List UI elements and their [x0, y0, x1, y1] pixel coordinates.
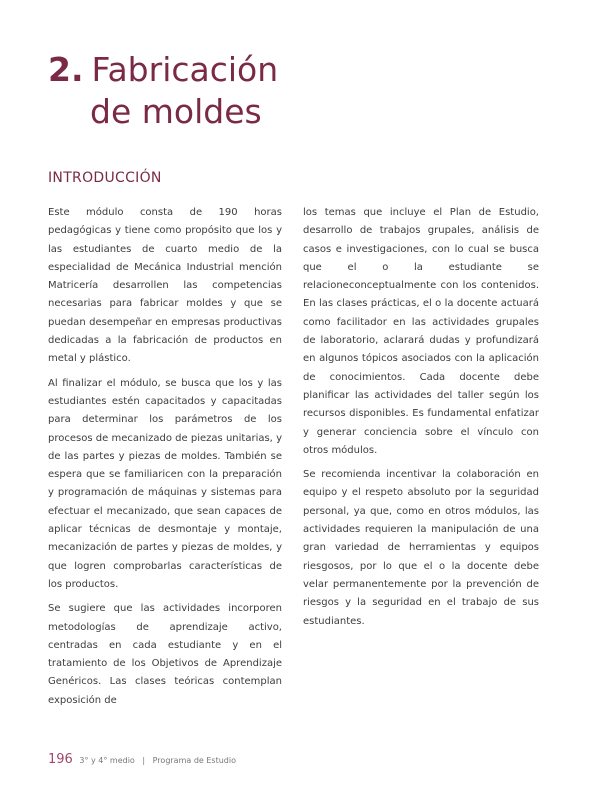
paragraph: los temas que incluye el Plan de Estudio, desarrollo de trabajos grupales, análisis de casos e investigaciones, con lo cual se busca que el o la estudiante se relacioneconceptualmente con los contenidos. En las clases prácticas, el o la docente actuará como facilitador en las actividades grupales de laboratorio, aclarará dudas y profundizará en algunos tópicos asociados con la aplicación de conocimientos. Cada docente debe planificar las actividades del taller según los recursos disponibles. Es fundamental enfatizar y generar conciencia sobre el vínculo con otros módulos.	[303, 207, 539, 456]
chapter-title	[48, 52, 278, 130]
chapter-title-line1: Fabricación	[91, 50, 279, 89]
chapter-title-line2: de moldes	[90, 92, 262, 131]
paragraph: Se recomienda incentivar la colaboración en equipo y el respeto absoluto por la seguridad personal, ya que, como en otros módulos, las actividades requieren la manipulación de una gran variedad de herramientas y equipos riesgosos, por lo que el o la docente debe velar permanentemente por la prevención de riesgos y la seguridad en el trabajo de sus estudiantes.	[303, 469, 539, 627]
chapter-number: 2.	[48, 50, 84, 89]
footer-grade: 3° y 4° medio	[79, 756, 135, 765]
page-number: 196	[48, 752, 73, 767]
footer-separator: |	[142, 756, 146, 765]
page-footer	[48, 752, 236, 767]
section-heading: INTRODUCCIÓN	[48, 170, 162, 186]
paragraph: Este módulo consta de 190 horas pedagógicas y tiene como propósito que los y las estudiantes de cuarto medio de la especialidad de Mecánica Industrial mención Matricería desarrollen las competencias necesarias para fabricar moldes y que se puedan desempeñar en empresas productivas dedicadas a la fabricación de productos en metal y plástico.	[48, 207, 282, 365]
footer-program: Programa de Estudio	[152, 756, 236, 765]
right-column	[303, 204, 539, 637]
paragraph: Al finalizar el módulo, se busca que los y las estudiantes estén capacitados y capacitadas para determinar los parámetros de los procesos de mecanizado de piezas unitarias, y de las partes y piezas de moldes. También se espera que se familiaricen con la preparación y programación de máquinas y sistemas para efectuar el mecanizado, que sean capaces de aplicar técnicas de desmontaje y montaje, mecanización de partes y piezas de moldes, y que logren comprobarlas características de los productos.	[48, 377, 282, 590]
paragraph: Se sugiere que las actividades incorporen metodologías de aprendizaje activo, centradas en cada estudiante y en el tratamiento de los Objetivos de Aprendizaje Genéricos. Las clases teóricas contemplan exposición de	[48, 603, 282, 706]
left-column	[48, 204, 282, 716]
